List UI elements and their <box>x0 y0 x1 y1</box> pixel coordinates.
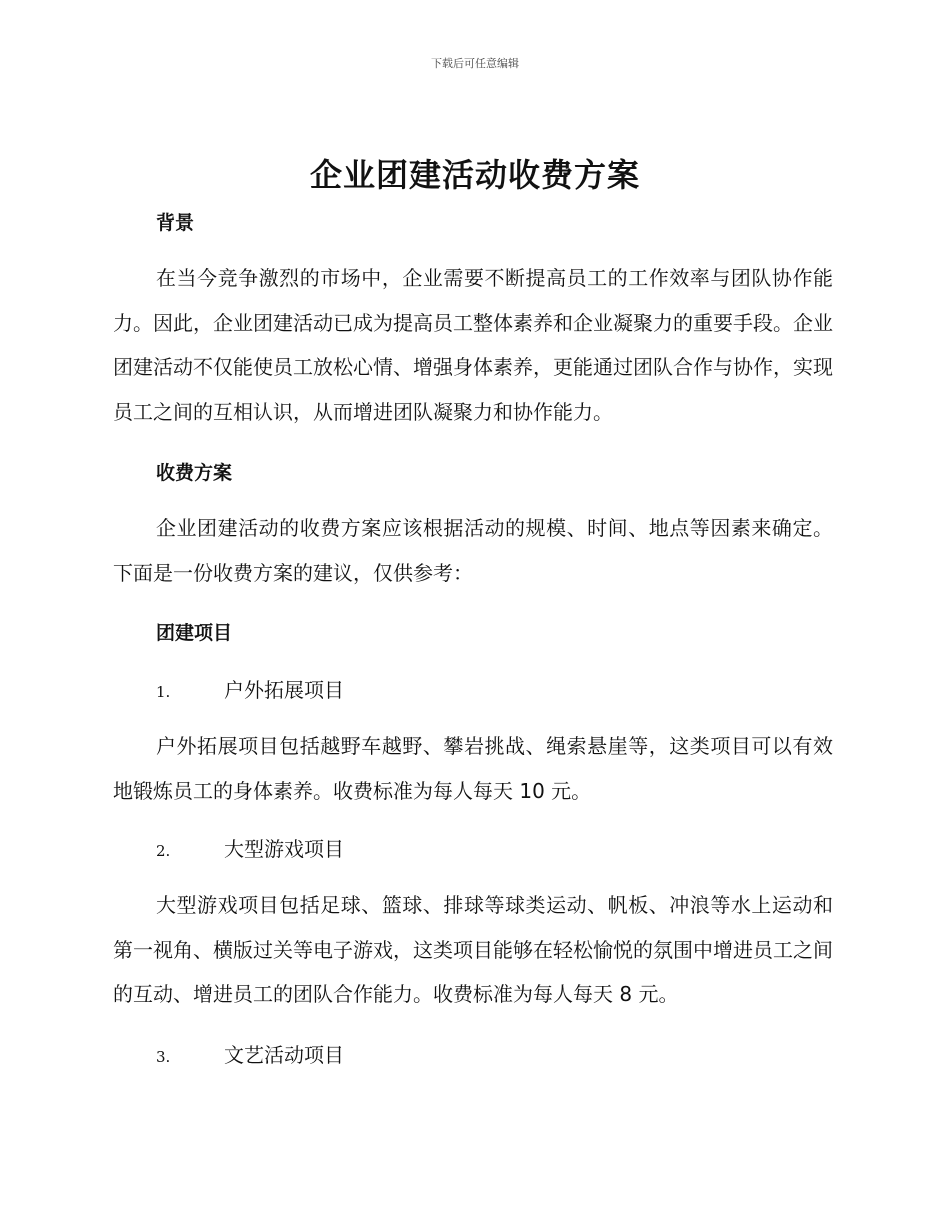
background-paragraph: 在当今竞争激烈的市场中，企业需要不断提高员工的工作效率与团队协作能力。因此，企业团建活动已成为提高员工整体素养和企业凝聚力的重要手段。企业团建活动不仅能使员工放松心情、增强身体素养，更能通过团队合作与协作，实现员工之间的互相认识，从而增进团队凝聚力和协作能力。 <box>113 266 833 424</box>
section-heading-background: 背景 <box>156 212 195 234</box>
section-heading-projects: 团建项目 <box>156 622 233 644</box>
project-2-description: 大型游戏项目包括足球、篮球、排球等球类运动、帆板、冲浪等水上运动和第一视角、横版过关等电子游戏，这类项目能够在轻松愉悦的氛围中增进员工之间的互动、增进员工的团队合作能力。收费标准为每人每天 8 元。 <box>113 893 833 1006</box>
project-item-number: 1. <box>156 683 171 701</box>
header-note: 下载后可任意编辑 <box>431 57 519 70</box>
project-item-name: 户外拓展项目 <box>224 678 344 702</box>
project-item-number: 2. <box>156 842 171 860</box>
project-item-3 <box>156 1039 344 1068</box>
section-heading-fee-plan: 收费方案 <box>156 462 233 484</box>
fee-plan-paragraph: 企业团建活动的收费方案应该根据活动的规模、时间、地点等因素来确定。下面是一份收费方案的建议，仅供参考： <box>113 516 833 585</box>
project-item-2 <box>156 833 344 862</box>
project-item-name: 大型游戏项目 <box>224 837 344 861</box>
project-item-name: 文艺活动项目 <box>224 1043 344 1067</box>
project-item-number: 3. <box>156 1048 171 1066</box>
document-title: 企业团建活动收费方案 <box>309 156 640 194</box>
project-1-description: 户外拓展项目包括越野车越野、攀岩挑战、绳索悬崖等，这类项目可以有效地锻炼员工的身体素养。收费标准为每人每天 10 元。 <box>113 734 833 803</box>
project-item-1 <box>156 674 344 703</box>
